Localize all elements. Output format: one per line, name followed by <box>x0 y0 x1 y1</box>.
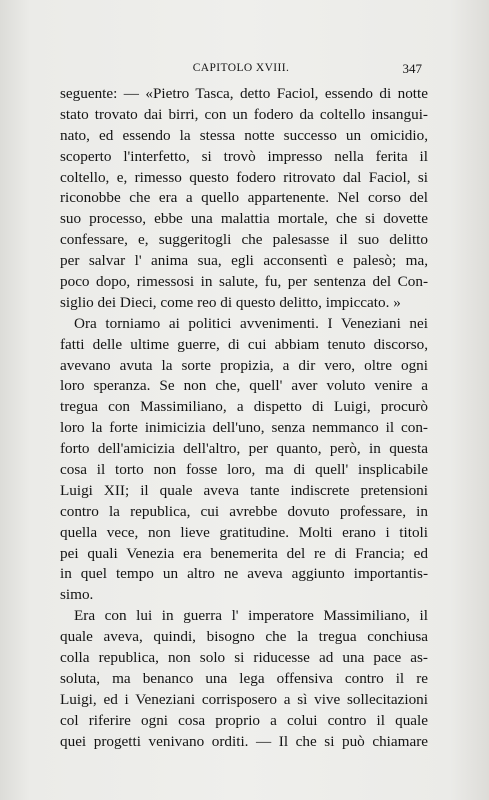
text-line: suo processo, ebbe una malattia mortale, che si dovette <box>60 210 428 228</box>
text-line: fatti delle ultime guerre, di cui abbiam tenuto discorso, <box>60 335 428 353</box>
text-line: simo. <box>60 586 94 604</box>
text-line: in quel tempo un altro ne aveva aggiunto importantis- <box>60 565 428 583</box>
page-number: 347 <box>402 61 422 76</box>
text-line: stato trovato dai birri, con un fodero da coltello insangui- <box>60 105 428 123</box>
text-line: poco dopo, rimessosi in salute, fu, per sentenza del Con- <box>60 273 428 291</box>
text-line: pei quali Venezia era benemerita del re di Francia; ed <box>60 544 428 562</box>
text-line: soluta, ma benanco una lega offensiva contro il re <box>60 669 428 687</box>
text-line: Ora torniamo ai politici avvenimenti. I Veneziani nei <box>74 314 428 332</box>
text-line: quella vece, non lieve gratitudine. Molti erano i titoli <box>60 523 428 541</box>
text-line: Era con lui in guerra l' imperatore Massimiliano, il <box>74 607 428 625</box>
paragraph <box>60 84 428 314</box>
text-line: nato, ed essendo la stessa notte successo un omicidio, <box>60 126 428 144</box>
paragraph <box>60 314 428 606</box>
paragraph <box>60 606 428 752</box>
text-line: coltello, e, rimesso questo fodero ritrovato dal Faciol, si <box>60 168 428 186</box>
text-line: quei progetti venivano orditi. — Il che si può chiamare <box>60 732 428 750</box>
text-line: contro la republica, cui avrebbe dovuto professare, in <box>60 502 428 520</box>
page-header <box>60 60 422 80</box>
text-line: quale aveva, quindi, bisogno che la tregua conchiusa <box>60 628 428 646</box>
text-line: colla republica, non solo si riducesse ad una pace as- <box>60 649 428 667</box>
text-line: siglio dei Dieci, come reo di questo delitto, impiccato. » <box>60 293 401 311</box>
text-line: loro la forte inimicizia dell'uno, senza nemmanco il con- <box>60 419 428 437</box>
running-title: CAPITOLO XVIII. <box>192 62 290 74</box>
text-line: loro speranza. Se non che, quell' aver voluto venire a <box>60 377 428 395</box>
text-line: Luigi XII; il quale aveva tante indiscrete pretensioni <box>60 481 428 499</box>
text-line: seguente: — «Pietro Tasca, detto Faciol, essendo di notte <box>60 85 428 102</box>
body-text <box>60 84 428 753</box>
text-line: col riferire ogni cosa proprio a colui contro il quale <box>60 711 428 729</box>
text-line: tregua con Massimiliano, a dispetto di Luigi, procurò <box>60 398 428 416</box>
text-line: per salvar l' anima sua, egli acconsentì e palesò; ma, <box>60 252 428 270</box>
text-line: confessare, e, suggeritogli che palesasse il suo delitto <box>60 231 428 249</box>
text-line: riconobbe che era a quello appartenente. Nel corso del <box>60 189 428 207</box>
text-line: scoperto l'interfetto, si trovò impresso nella ferita il <box>60 147 428 165</box>
text-line: avevano avuta la sorte propizia, a dir vero, oltre ogni <box>60 356 428 374</box>
text-line: cosa il torto non fosse loro, ma di quell' insplicabile <box>60 461 428 479</box>
text-line: Luigi, ed i Veneziani corrisposero a sì vive sollecitazioni <box>60 690 428 708</box>
text-line: forto dell'amicizia dell'altro, per quanto, però, in questa <box>60 440 428 458</box>
